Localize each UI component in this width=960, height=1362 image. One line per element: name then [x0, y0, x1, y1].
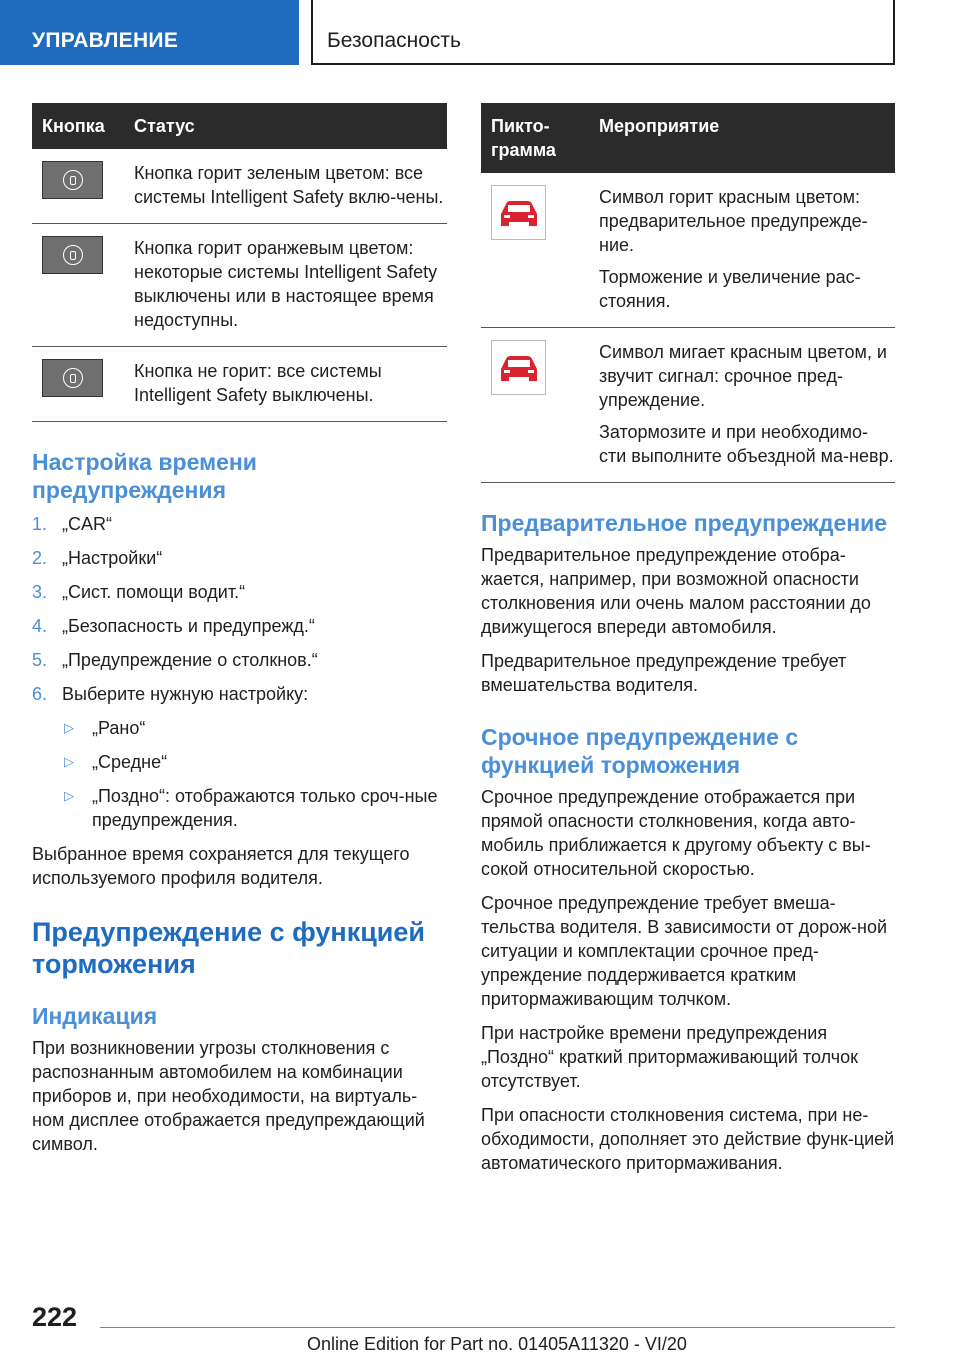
- table-row: [32, 149, 447, 224]
- header-chapter-tab: [311, 0, 895, 65]
- footer-divider: [100, 1327, 895, 1328]
- page-number: 222: [32, 1302, 78, 1332]
- settings-steps: [32, 512, 447, 832]
- status-text: Кнопка горит зеленым цветом: все системы Intelligent Safety вклю-чены.: [124, 149, 447, 224]
- list-item: 5. „Предупреждение о столкнов.“: [32, 650, 318, 670]
- indication-heading: Индикация: [32, 1003, 158, 1029]
- intelligent-safety-button-icon: [42, 236, 103, 274]
- timing-options: [62, 716, 447, 832]
- car-warning-icon: [491, 340, 546, 395]
- button-status-table: [32, 103, 447, 422]
- pictogram-action-table: [481, 103, 895, 483]
- urgent-text-4: При опасности столкновения система, при не-обходимости, дополняет это действие функ-цией автоматического притормаживания.: [481, 1105, 895, 1173]
- urgent-text-3: При настройке времени предупреждения „Поздно“ краткий притормаживающий толчок отсутствует.: [481, 1023, 858, 1091]
- triangle-bullet-icon: ▷: [64, 754, 74, 769]
- triangle-bullet-icon: ▷: [64, 788, 74, 803]
- table-header-pictogram: Пикто-грамма: [481, 103, 589, 173]
- table-header-status: Статус: [124, 103, 447, 149]
- profile-note: Выбранное время сохраняется для текущего используемого профиля водителя.: [32, 844, 410, 888]
- action-cell: [589, 173, 895, 328]
- action-text: Символ горит красным цветом: предварительное предупрежде-ние.: [599, 187, 868, 255]
- list-item: 3. „Сист. помощи водит.“: [32, 582, 246, 602]
- prewarning-text-1: Предварительное предупреждение отобра-жается, например, при возможной опасности столкновения или очень малом расстоянии до движущегося впереди автомобиля.: [481, 545, 871, 637]
- left-column: [32, 103, 447, 1156]
- indication-text: При возникновении угрозы столкновения с распознанным автомобилем на комбинации приборов и, при необходимости, на виртуаль-ном дисплее отображается предупреждающий символ.: [32, 1038, 425, 1154]
- table-row: [32, 224, 447, 347]
- list-item: 1. „CAR“: [32, 514, 112, 534]
- table-header-button: Кнопка: [32, 103, 124, 149]
- table-row: [32, 347, 447, 422]
- list-item: 6. Выберите нужную настройку: ▷ „Рано“ ▷ „Средне“ ▷ „Поздно“: отображаются только сроч-ные предупреждения.: [32, 682, 447, 832]
- prewarning-heading: Предварительное предупреждение: [481, 510, 888, 536]
- header-section-tab: [0, 0, 299, 65]
- prewarning-text-2: Предварительное предупреждение требует вмешательства водителя.: [481, 651, 847, 695]
- status-text: Кнопка горит оранжевым цветом: некоторые системы Intelligent Safety выключены или в настоящее время недоступны.: [124, 224, 447, 347]
- header-chapter: Безопасность: [327, 29, 461, 52]
- table-header-action: Мероприятие: [589, 103, 895, 173]
- list-item: ▷ „Средне“: [64, 752, 168, 772]
- action-text: Торможение и увеличение рас-стояния.: [599, 267, 861, 311]
- triangle-bullet-icon: ▷: [64, 720, 74, 735]
- urgent-text-1: Срочное предупреждение отображается при прямой опасности столкновения, когда авто-мобиль приближается к другому объекту с вы-сокой относительной скоростью.: [481, 787, 871, 879]
- table-row: [481, 173, 895, 328]
- list-item: ▷ „Поздно“: отображаются только сроч-ные предупреждения.: [64, 786, 438, 830]
- table-row: [481, 328, 895, 483]
- status-text: Кнопка не горит: все системы Intelligent Safety выключены.: [124, 347, 447, 422]
- urgent-warning-heading: Срочное предупреждение с функцией торможения: [481, 724, 799, 778]
- urgent-text-2: Срочное предупреждение требует вмеша-тельства водителя. В зависимости от дорож-ной ситуации и комплектации срочное пред-упреждение поддерживается кратким притормаживающим толчком.: [481, 893, 888, 1009]
- header-section: УПРАВЛЕНИЕ: [32, 29, 179, 52]
- braking-warning-heading: Предупреждение с функцией торможения: [32, 917, 426, 979]
- list-item: 2. „Настройки“: [32, 548, 163, 568]
- list-item: ▷ „Рано“: [64, 718, 146, 738]
- list-item: 4. „Безопасность и предупрежд.“: [32, 616, 315, 636]
- warning-time-heading: Настройка времени предупреждения: [32, 449, 257, 503]
- intelligent-safety-button-icon: [42, 161, 103, 199]
- intelligent-safety-button-icon: [42, 359, 103, 397]
- action-cell: [589, 328, 895, 483]
- action-text: Символ мигает красным цветом, и звучит сигнал: срочное пред-упреждение.: [599, 342, 887, 410]
- right-column: [481, 103, 895, 1175]
- car-warning-icon: [491, 185, 546, 240]
- edition-footer: Online Edition for Part no. 01405A11320 - VI/20: [307, 1334, 687, 1354]
- action-text: Затормозите и при необходимо-сти выполните объездной ма-невр.: [599, 422, 894, 466]
